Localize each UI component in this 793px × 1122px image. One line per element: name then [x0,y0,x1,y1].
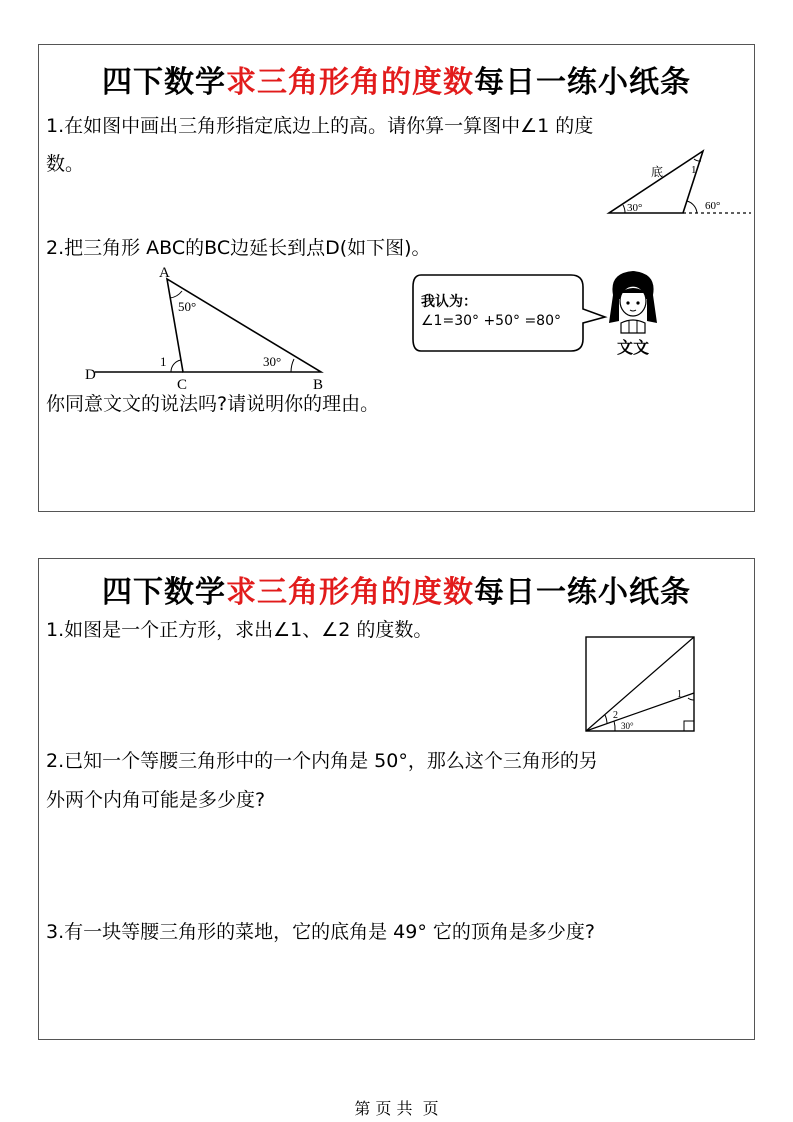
card-title [39,567,754,611]
girl-avatar [605,265,661,337]
vertex-b-label: B [313,377,324,393]
question-2-line-1: 2.已知一个等腰三角形中的一个内角是 50°，那么这个三角形的另 [46,750,598,772]
title-prefix: 四下数学 [102,575,226,610]
title-suffix: 每日一练小纸条 [474,575,691,610]
angle-b-label: 30° [263,354,282,369]
question-3: 3.有一块等腰三角形的菜地，它的底角是 49° 它的顶角是多少度? [46,921,595,943]
angle-1-label: 1 [160,354,167,369]
worksheet-card-2 [38,558,755,1040]
bubble-line-2: ∠1=30° +50° =80° [421,313,561,329]
angle-1-label: 1 [691,164,697,176]
angle-1-label: 1 [677,689,682,700]
angle-60-arc [687,201,697,213]
triangle-shape [609,151,703,213]
left-angle-label: 30° [627,202,643,214]
title-prefix: 四下数学 [102,65,226,100]
angle-2-arc [605,715,607,724]
vertex-c-label: C [177,377,188,393]
square-figure [585,636,697,734]
base-label: 底 [651,165,664,179]
right-angle-mark [684,721,694,731]
question-2-line-2: 外两个内角可能是多少度? [46,789,266,811]
question-1: 1.如图是一个正方形，求出∠1、∠2 的度数。 [46,619,433,641]
question-2-line-2: 你同意文文的说法吗?请说明你的理由。 [46,393,380,415]
question-1-line-1: 1.在如图中画出三角形指定底边上的高。请你算一算图中∠1 的度 [46,115,594,137]
angle-30-label: 30° [621,721,634,731]
worksheet-card-1 [38,44,755,512]
point-d-label: D [85,367,96,383]
title-highlight: 求三角形角的度数 [226,65,474,100]
question-2-line-1: 2.把三角形 ABC的BC边延长到点D(如下图)。 [46,237,431,259]
vertex-a-label: A [159,265,170,281]
character-name: 文文 [617,338,650,357]
angle-a-label: 50° [178,299,197,314]
card-title [39,57,754,101]
triangle-abc [167,279,321,372]
angle-1-arc [171,360,181,372]
question-1-line-2: 数。 [46,153,85,175]
angle-a-arc [170,291,182,298]
angle-1-arc [688,698,694,700]
triangle-figure-1 [605,145,755,217]
diagonal-line [586,637,694,731]
triangle-figure-2 [85,267,335,392]
angle-b-arc [291,359,294,372]
angle-30-arc [623,205,625,213]
title-suffix: 每日一练小纸条 [474,65,691,100]
page-footer: 第 页 共 页 [354,1099,439,1118]
angle-30-arc [614,721,615,731]
right-angle-label: 60° [705,200,721,212]
bubble-line-1: 我认为： [421,294,477,310]
title-highlight: 求三角形角的度数 [226,575,474,610]
angle-2-label: 2 [613,710,618,721]
